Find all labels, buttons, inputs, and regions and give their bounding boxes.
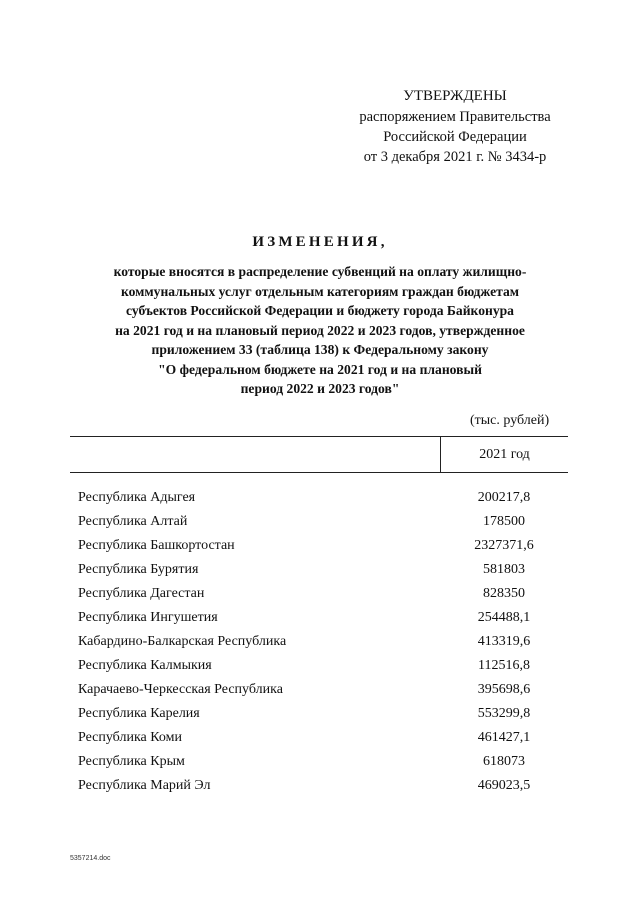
region-name: Республика Калмыкия <box>78 658 212 673</box>
table-row <box>78 534 568 558</box>
subtitle-line: субъектов Российской Федерации и бюджету города Байконура <box>126 303 514 318</box>
amount-2021: 112516,8 <box>478 658 530 673</box>
table-row <box>78 558 568 582</box>
amount-2021: 618073 <box>483 754 525 769</box>
amount-2021: 178500 <box>483 514 525 529</box>
amount-2021: 413319,6 <box>477 634 531 649</box>
subtitle-line: коммунальных услуг отдельным категориям граждан бюджетам <box>120 283 520 299</box>
table-row <box>78 606 568 630</box>
subtitle-line: период 2022 и 2023 годов" <box>240 381 400 396</box>
amount-2021: 581803 <box>483 562 525 577</box>
table-row <box>78 726 568 750</box>
region-name: Кабардино-Балкарская Республика <box>78 634 287 649</box>
region-name: Республика Ингушетия <box>78 610 218 625</box>
amount-2021: 461427,1 <box>477 730 531 745</box>
document-subtitle <box>60 262 580 399</box>
table-row <box>78 702 568 726</box>
amount-2021: 553299,8 <box>477 706 531 721</box>
table-row <box>78 582 568 606</box>
table-row <box>78 774 568 798</box>
units-label: (тыс. рублей) <box>470 413 550 428</box>
approval-line-3: от 3 декабря 2021 г. № 3434-р <box>363 149 547 165</box>
amount-2021: 828350 <box>483 586 525 601</box>
amount-2021: 2327371,6 <box>474 538 534 553</box>
region-name: Республика Марий Эл <box>78 778 211 793</box>
approval-block <box>340 86 570 167</box>
region-name: Республика Бурятия <box>78 562 199 577</box>
document-code: 5357214.doc <box>70 855 111 862</box>
subtitle-line: которые вносятся в распределение субвенций на оплату жилищно- <box>113 264 527 279</box>
subtitle-line: приложением 33 (таблица 138) к Федеральному закону <box>151 342 489 357</box>
amount-2021: 469023,5 <box>477 778 531 793</box>
subtitle-line: "О федеральном бюджете на 2021 год и на плановый <box>158 361 482 377</box>
table-row <box>78 678 568 702</box>
amount-2021: 254488,1 <box>477 610 531 625</box>
table-row <box>78 630 568 654</box>
table-row <box>78 750 568 774</box>
region-name: Республика Коми <box>78 730 182 745</box>
amount-2021: 395698,6 <box>477 682 531 697</box>
region-name: Республика Дагестан <box>78 586 205 601</box>
table-row <box>78 510 568 534</box>
subtitle-line: на 2021 год и на плановый период 2022 и 2023 годов, утвержденное <box>115 322 525 338</box>
region-name: Республика Алтай <box>78 514 188 529</box>
region-name: Карачаево-Черкесская Республика <box>78 682 283 697</box>
region-name: Республика Башкортостан <box>78 538 235 553</box>
approval-line-2: Российской Федерации <box>383 129 527 145</box>
table-row <box>78 654 568 678</box>
approval-heading: УТВЕРЖДЕНЫ <box>403 88 507 104</box>
amount-2021: 200217,8 <box>477 490 531 505</box>
document-title: ИЗМЕНЕНИЯ, <box>252 234 388 250</box>
table-body <box>78 486 568 798</box>
region-name: Республика Адыгея <box>78 490 196 505</box>
table-header-rule <box>70 472 568 473</box>
approval-line-1: распоряжением Правительства <box>359 109 551 125</box>
table-row <box>78 486 568 510</box>
region-name: Республика Карелия <box>78 706 200 721</box>
column-header-2021: 2021 год <box>479 447 530 462</box>
table-top-rule <box>70 436 568 437</box>
region-name: Республика Крым <box>78 754 185 769</box>
